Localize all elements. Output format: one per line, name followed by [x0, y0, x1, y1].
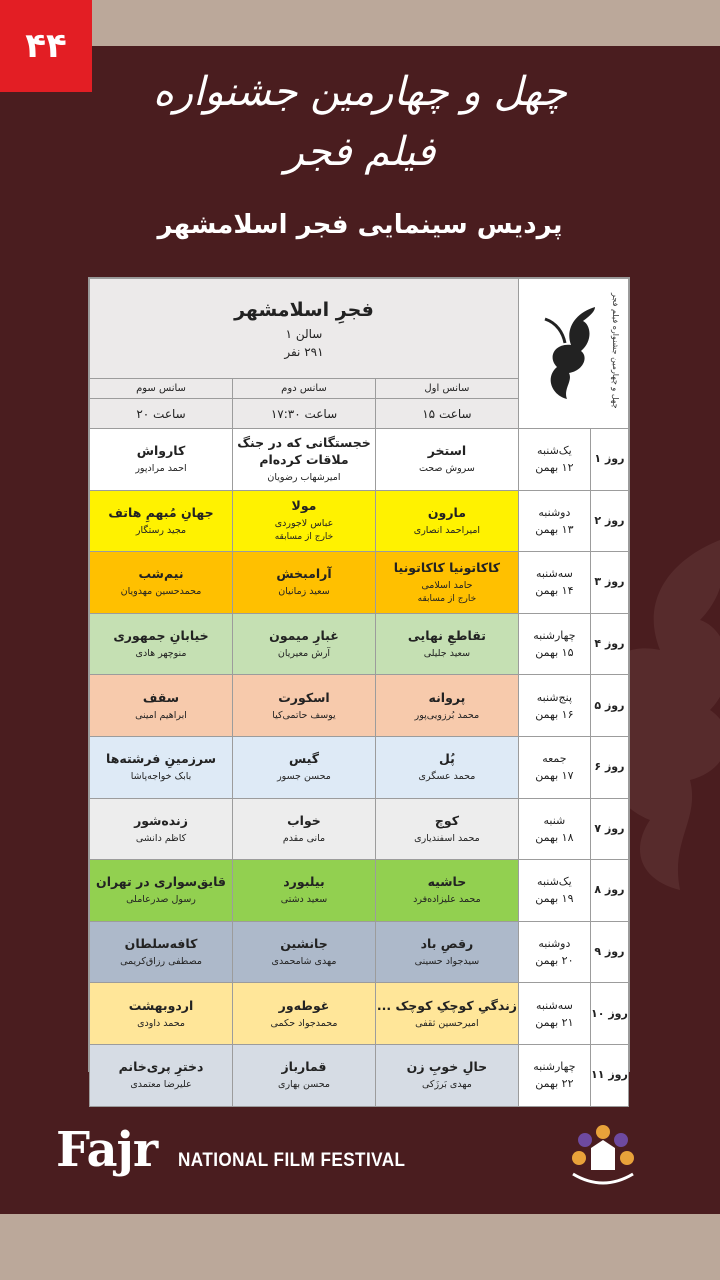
- film-cell: [375, 983, 518, 1045]
- film-title: خواب: [287, 812, 321, 828]
- schedule-sheet: [88, 277, 630, 1091]
- date-cell: [518, 490, 590, 552]
- session-3-time: ساعت ۲۰: [90, 399, 233, 429]
- date: ۱۸ بهمن: [535, 830, 574, 844]
- film-director: محسن جسور: [277, 771, 331, 783]
- day-label: روز ۴: [594, 637, 625, 651]
- date-cell: [518, 736, 590, 798]
- film-cell: [233, 675, 376, 737]
- session-2-name: سانس دوم: [233, 379, 376, 399]
- side-festival-text: چهل و چهارمین جشنواره فیلم فجر: [611, 293, 620, 409]
- film-director: علیرضا معتمدی: [130, 1079, 192, 1091]
- weekday: شنبه: [543, 813, 566, 827]
- film-title: کاکاتونیا کاکاتونیا: [393, 559, 501, 575]
- simorgh-icon: [535, 299, 605, 409]
- weekday: یک‌شنبه: [537, 875, 572, 889]
- film-cell: [375, 675, 518, 737]
- day-label: روز ۵: [594, 698, 625, 712]
- day-row: [90, 675, 629, 737]
- film-title: خیابانِ جمهوری: [113, 628, 209, 644]
- film-cell: [90, 798, 233, 860]
- film-director: محمد علیزاده‌فرد: [413, 894, 481, 906]
- film-cell: [375, 429, 518, 491]
- film-title: اردوبهشت: [128, 997, 194, 1013]
- date: ۱۲ بهمن: [535, 461, 574, 475]
- day-label: روز ۲: [594, 513, 625, 527]
- film-cell: [90, 552, 233, 614]
- weekday: پنج‌شنبه: [536, 690, 572, 704]
- film-director: سعید زمانیان: [278, 586, 330, 598]
- capacity-label: ۲۹۱ نفر: [284, 344, 324, 359]
- day-row: [90, 429, 629, 491]
- film-cell: [375, 860, 518, 922]
- film-title: کافه‌سلطان: [124, 936, 198, 952]
- day-label-cell: [590, 860, 628, 922]
- session-1-name: سانس اول: [375, 379, 518, 399]
- film-director: محمدحسین مهدویان: [120, 586, 202, 598]
- bottom-band: [0, 1214, 720, 1280]
- film-director: محسن بهاری: [278, 1079, 330, 1091]
- film-director: مهدی شامحمدی: [271, 956, 337, 968]
- date: ۲۲ بهمن: [535, 1077, 574, 1091]
- day-label: روز ۱: [594, 452, 625, 466]
- day-label-cell: [590, 983, 628, 1045]
- film-director: سعید جلیلی: [423, 648, 471, 660]
- film-director: آرش معیریان: [277, 648, 331, 660]
- session-2-time: ساعت ۱۷:۳۰: [233, 399, 376, 429]
- date: ۲۰ بهمن: [535, 954, 574, 968]
- film-cell: [375, 613, 518, 675]
- date-cell: [518, 798, 590, 860]
- film-cell: [233, 983, 376, 1045]
- cinema-title: پردیس سینمایی فجر اسلامشهر: [157, 210, 563, 240]
- weekday: دوشنبه: [538, 937, 571, 951]
- national-film-festival-label: NATIONAL FILM FESTIVAL: [178, 1150, 406, 1171]
- film-cell: [375, 1044, 518, 1106]
- film-title: استخر: [427, 443, 467, 459]
- film-director: بابک خواجه‌پاشا: [130, 771, 192, 783]
- film-title: گیس: [288, 751, 319, 767]
- film-title: حالِ خوبِ زن: [406, 1059, 488, 1075]
- weekday: چهارشنبه: [533, 1060, 576, 1074]
- film-director: محمد عسگری: [418, 771, 476, 783]
- film-title: پروانه: [428, 689, 466, 705]
- municipality-cultural-logo-icon: [563, 1118, 643, 1198]
- film-director: ابراهیم امینی: [135, 709, 187, 721]
- film-title: مارون: [427, 504, 466, 520]
- film-cell: [233, 552, 376, 614]
- date-cell: [518, 983, 590, 1045]
- film-director: مصطفی رزاق‌کریمی: [120, 956, 202, 968]
- film-cell: [375, 798, 518, 860]
- day-row: [90, 613, 629, 675]
- film-title: زندگیِ کوچکِ کوچک ...: [376, 997, 517, 1013]
- day-label-cell: [590, 921, 628, 983]
- film-cell: [375, 490, 518, 552]
- day-row: [90, 860, 629, 922]
- weekday: دوشنبه: [538, 505, 571, 519]
- film-title: حاشیه: [427, 874, 467, 890]
- date: ۱۷ بهمن: [535, 769, 574, 783]
- date-cell: [518, 552, 590, 614]
- day-row: [90, 736, 629, 798]
- day-label: روز ۱۱: [591, 1068, 628, 1082]
- film-cell: [90, 921, 233, 983]
- film-cell: [90, 490, 233, 552]
- day-label-cell: [590, 613, 628, 675]
- film-cell: [233, 736, 376, 798]
- day-row: [90, 552, 629, 614]
- film-title: کارواش: [136, 443, 186, 459]
- film-title: قایق‌سواری در تهران: [96, 874, 226, 890]
- weekday: چهارشنبه: [533, 629, 576, 643]
- film-cell: [375, 736, 518, 798]
- day-label-cell: [590, 552, 628, 614]
- date: ۱۹ بهمن: [535, 892, 574, 906]
- film-director: کاظم دانشی: [135, 832, 187, 844]
- day-row: [90, 798, 629, 860]
- day-row: [90, 1044, 629, 1106]
- day-label: روز ۶: [594, 760, 625, 774]
- day-label: روز ۸: [594, 883, 625, 897]
- hall-label: سالن ۱: [285, 326, 323, 341]
- fajr-wordmark: Fajr: [56, 1122, 158, 1178]
- film-director: محمد اسفندیاری: [414, 832, 480, 844]
- date-cell: [518, 1044, 590, 1106]
- film-director: امیراحمد انصاری: [413, 524, 481, 536]
- film-director: عباس لاجوردی: [274, 518, 334, 530]
- day-row: [90, 490, 629, 552]
- film-title: سرزمینِ فرشته‌ها: [106, 751, 217, 767]
- film-title: زنده‌شور: [134, 812, 188, 828]
- festival-emblem-cell: [518, 279, 628, 429]
- date: ۱۳ بهمن: [535, 522, 574, 536]
- film-cell: [233, 860, 376, 922]
- day-row: [90, 983, 629, 1045]
- day-label-cell: [590, 798, 628, 860]
- date-cell: [518, 613, 590, 675]
- film-cell: [90, 1044, 233, 1106]
- session-1-time: ساعت ۱۵: [375, 399, 518, 429]
- day-label: روز ۳: [594, 575, 625, 589]
- weekday: سه‌شنبه: [535, 567, 573, 581]
- film-cell: [90, 429, 233, 491]
- date-cell: [518, 860, 590, 922]
- film-title: اسکورت: [278, 689, 330, 705]
- film-cell: [90, 860, 233, 922]
- film-director: محمدجواد حکمی: [270, 1017, 338, 1029]
- date-cell: [518, 429, 590, 491]
- film-cell: [233, 798, 376, 860]
- film-cell: [90, 613, 233, 675]
- film-title: بیلبورد: [283, 874, 325, 890]
- film-title: آرامبخش: [276, 566, 332, 582]
- film-title: رقصِ باد: [420, 936, 474, 952]
- film-director: مانی مقدم: [282, 832, 326, 844]
- date-cell: [518, 675, 590, 737]
- film-director: سروش صحت: [418, 463, 475, 475]
- day-label: روز ۹: [594, 945, 625, 959]
- day-row: [90, 921, 629, 983]
- date: ۱۴ بهمن: [535, 584, 574, 598]
- weekday: سه‌شنبه: [535, 998, 573, 1012]
- film-title: دخترِ پری‌خانم: [118, 1059, 204, 1075]
- festival-title: چهل و چهارمین جشنواره فیلم فجر: [152, 69, 568, 175]
- day-label-cell: [590, 490, 628, 552]
- film-title: قمارباز: [281, 1059, 327, 1075]
- film-cell: [90, 675, 233, 737]
- film-cell: [233, 921, 376, 983]
- film-title: نیم‌شب: [138, 566, 184, 582]
- date: ۱۵ بهمن: [535, 646, 574, 660]
- film-title: جانشین: [280, 936, 328, 952]
- top-band: [0, 0, 720, 46]
- festival-44-logo: ۴۴: [0, 0, 92, 92]
- film-director: محمد بُرزویی‌پور: [414, 709, 480, 721]
- film-director: محمد داودی: [137, 1017, 185, 1029]
- film-title: سقف: [142, 689, 180, 705]
- weekday: یک‌شنبه: [537, 444, 572, 458]
- film-title: کوچ: [434, 812, 459, 828]
- film-title: غبارِ میمون: [269, 628, 339, 644]
- film-director: رسول صدرعاملی: [126, 894, 196, 906]
- day-label-cell: [590, 1044, 628, 1106]
- film-director: سیدجواد حسینی: [414, 956, 480, 968]
- film-cell: [233, 613, 376, 675]
- film-cell: [233, 429, 376, 491]
- film-director: امیرشهاب رضویان: [267, 471, 341, 483]
- cinema-name: فجرِ اسلامشهر: [234, 298, 374, 321]
- date: ۲۱ بهمن: [535, 1015, 574, 1029]
- day-label-cell: [590, 675, 628, 737]
- film-director: یوسف حاتمی‌کیا: [272, 709, 336, 721]
- film-cell: [233, 1044, 376, 1106]
- day-label-cell: [590, 736, 628, 798]
- date-cell: [518, 921, 590, 983]
- film-director: منوچهر هادی: [135, 648, 187, 660]
- film-title: جهانِ مُبهمِ هاتف: [108, 504, 214, 520]
- cinema-header-cell: [90, 279, 519, 379]
- session-3-name: سانس سوم: [90, 379, 233, 399]
- film-title: مولا: [291, 498, 317, 514]
- film-cell: [90, 736, 233, 798]
- film-cell: [90, 983, 233, 1045]
- film-title: غوطه‌ور: [278, 997, 330, 1013]
- film-title: خجستگانی که در جنگ ملاقات کرده‌ام: [237, 434, 371, 467]
- film-note: خارج از مسابقه: [417, 593, 477, 604]
- film-cell: [375, 921, 518, 983]
- film-title: تقاطعِ نهایی: [407, 628, 486, 644]
- film-director: امیرحسین ثقفی: [415, 1017, 479, 1029]
- film-director: حامد اسلامی: [421, 579, 473, 591]
- film-cell: [233, 490, 376, 552]
- film-director: مجید رستگار: [135, 524, 187, 536]
- day-label: روز ۷: [594, 821, 625, 835]
- weekday: جمعه: [542, 752, 567, 766]
- film-cell: [375, 552, 518, 614]
- schedule-table: [89, 278, 629, 1107]
- date: ۱۶ بهمن: [535, 707, 574, 721]
- film-director: احمد مرادپور: [135, 463, 187, 475]
- film-director: مهدی بَرزَکی: [422, 1079, 472, 1091]
- day-label-cell: [590, 429, 628, 491]
- film-title: پُل: [438, 751, 455, 767]
- day-label: روز ۱۰: [591, 1006, 628, 1020]
- film-note: خارج از مسابقه: [274, 532, 334, 543]
- film-director: سعید دشتی: [280, 894, 328, 906]
